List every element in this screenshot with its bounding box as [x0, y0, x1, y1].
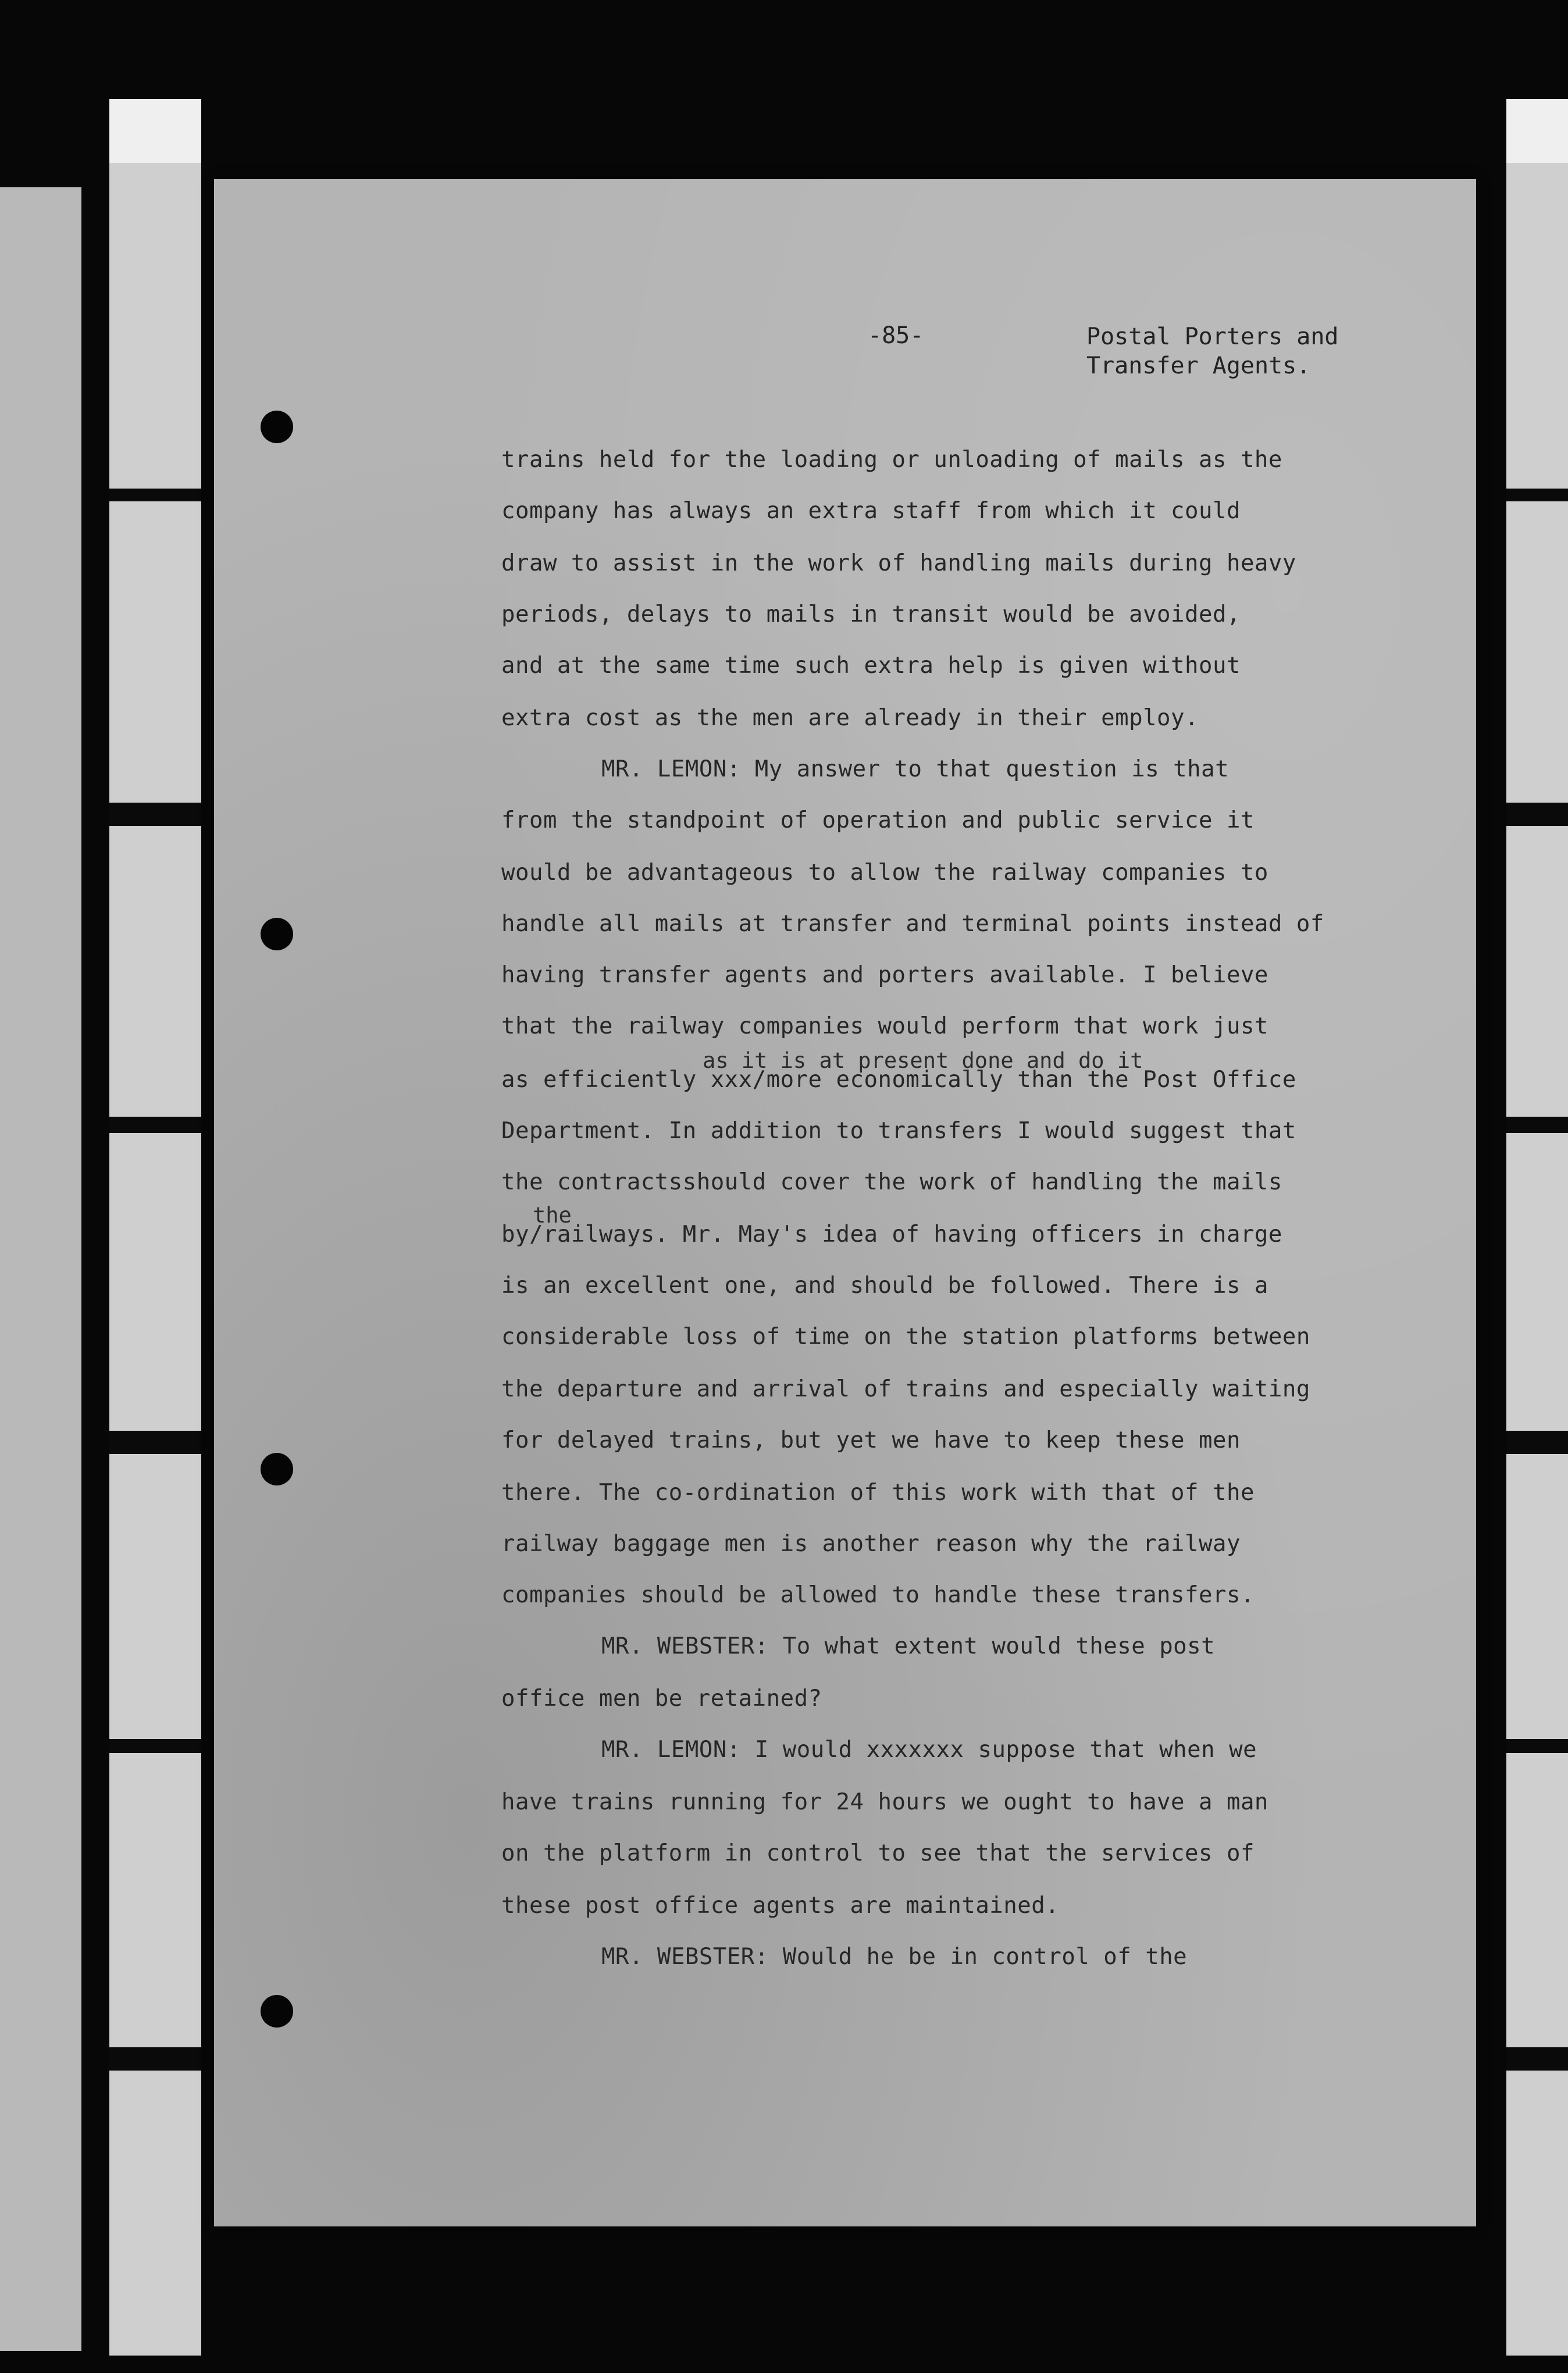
left-neighbor-frame — [0, 187, 81, 2351]
punch-hole — [261, 411, 293, 443]
body-line: company has always an extra staff from which it could — [501, 498, 1241, 524]
page-number: -85- — [868, 322, 924, 349]
body-line: by/railways. Mr. May's idea of having officers in charge — [501, 1221, 1282, 1248]
body-line: companies should be allowed to handle these transfers. — [501, 1582, 1255, 1608]
body-line: having transfer agents and porters available. I believe — [501, 962, 1268, 988]
speaker-line: MR. LEMON: I would xxxxxxx suppose that when we — [601, 1737, 1257, 1763]
body-line: considerable loss of time on the station platforms between — [501, 1324, 1310, 1350]
right-film-perforation-strip — [1506, 99, 1568, 2356]
body-line: extra cost as the men are already in their employ. — [501, 705, 1199, 731]
body-line: Department. In addition to transfers I would suggest that — [501, 1118, 1296, 1144]
body-line: for delayed trains, but yet we have to keep these men — [501, 1427, 1241, 1453]
header-title-line: Postal Porters and — [1086, 323, 1339, 350]
body-line: on the platform in control to see that the services of — [501, 1840, 1255, 1866]
body-line: office men be retained? — [501, 1686, 822, 1712]
body-line: as efficiently xxx/more economically than the Post Office — [501, 1067, 1296, 1093]
punch-hole — [261, 1453, 293, 1485]
body-line: and at the same time such extra help is given without — [501, 653, 1241, 679]
body-line: handle all mails at transfer and terminal points instead of — [501, 911, 1324, 937]
body-line: would be advantageous to allow the railway companies to — [501, 860, 1268, 886]
body-line: the departure and arrival of trains and especially waiting — [501, 1376, 1310, 1402]
body-line: have trains running for 24 hours we ought to have a man — [501, 1789, 1268, 1815]
body-line: there. The co-ordination of this work with that of the — [501, 1480, 1255, 1506]
punch-hole — [261, 1995, 293, 2028]
handwritten-insertion: the — [533, 1203, 572, 1228]
body-line: trains held for the loading or unloading of mails as the — [501, 447, 1282, 473]
punch-hole — [261, 918, 293, 950]
speaker-line: MR. WEBSTER: Would he be in control of the — [601, 1944, 1188, 1970]
speaker-line: MR. WEBSTER: To what extent would these post — [601, 1633, 1216, 1659]
body-line: these post office agents are maintained. — [501, 1893, 1060, 1919]
left-film-perforation-strip — [109, 99, 201, 2356]
header-title — [1086, 322, 1338, 380]
body-line: periods, delays to mails in transit would be avoided, — [501, 601, 1241, 628]
body-line: the contractsshould cover the work of handling the mails — [501, 1169, 1282, 1195]
body-line: draw to assist in the work of handling mails during heavy — [501, 550, 1296, 576]
body-line: from the standpoint of operation and public service it — [501, 807, 1255, 833]
body-line: railway baggage men is another reason why the railway — [501, 1531, 1241, 1557]
header-title-line: Transfer Agents. — [1086, 352, 1311, 379]
body-line: is an excellent one, and should be followed. There is a — [501, 1273, 1268, 1299]
speaker-line: MR. LEMON: My answer to that question is that — [601, 756, 1230, 782]
document-page — [214, 179, 1476, 2226]
handwritten-insertion: as it is at present done and do it — [703, 1048, 1143, 1073]
body-line: that the railway companies would perform that work just — [501, 1013, 1268, 1039]
